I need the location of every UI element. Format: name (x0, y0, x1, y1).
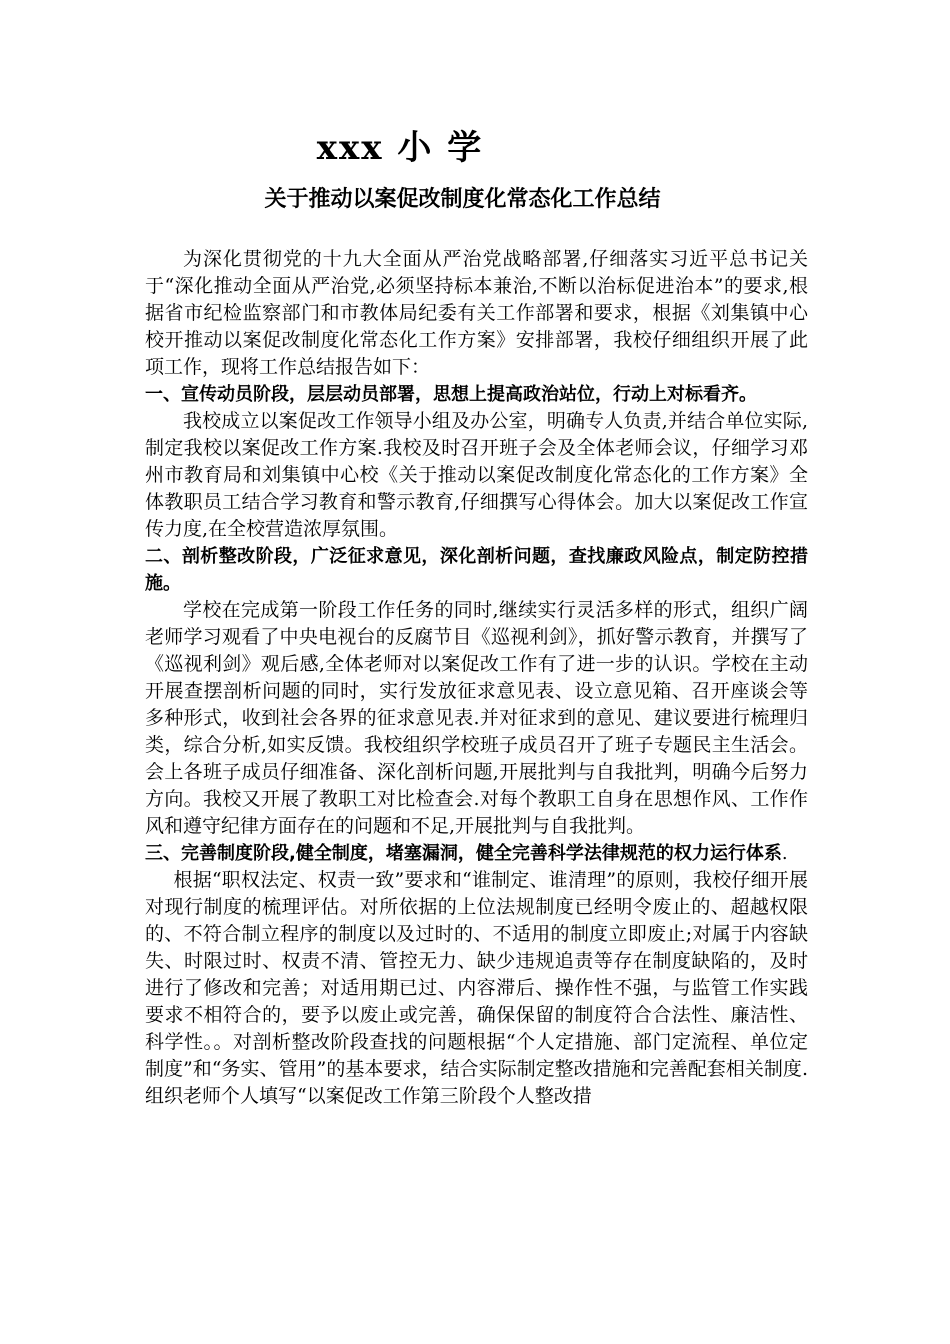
document-title: 关于推动以案促改制度化常态化工作总结 (264, 187, 661, 212)
section-1-heading: 一、宣传动员阶段，层层动员部署，思想上提高政治站位，行动上对标看齐。 (145, 384, 757, 405)
section-3-paragraph: 根据“职权法定、权责一致”要求和“谁制定、谁清理”的原则，我校仔细开展对现行制度的梳理评估。对所依据的上位法规制度已经明令废止的、超越权限的、不符合制立程序的制度以及过时的、不适用的制度立即废止;对属于内容缺失、时限过时、权责不清、管控无力、缺少违规追责等存在制度缺陷的，及时进行了修改和完善；对适用期已过、内容滞后、操作性不强，与监管工作实践要求不相符合的，要予以废止或完善，确保保留的制度符合合法性、廉洁性、科学性。。对剖析整改阶段查找的问题根据“个人定措施、部门定流程、单位定制度”和“务实、管用”的基本要求，结合实际制定整改措施和完善配套相关制度.组织老师个人填写“以案促改工作第三阶段个人整改措 (145, 869, 808, 1107)
section-3-heading-text: 三、完善制度阶段,健全制度，堵塞漏洞，健全完善科学法律规范的权力运行体系 (145, 843, 782, 864)
school-title: xxx 小 学 (316, 128, 484, 168)
section-3-heading-tail: . (781, 843, 788, 864)
section-1-paragraph: 我校成立以案促改工作领导小组及办公室，明确专人负责,并结合单位实际,制定我校以案促改工作方案.我校及时召开班子会及全体老师会议，仔细学习邓州市教育局和刘集镇中心校《关于推动以案促改制度化常态化的工作方案》全体教职员工结合学习教育和警示教育,仔细撰写心得体会。加大以案促改工作宣传力度,在全校营造浓厚氛围。 (145, 410, 808, 540)
document-body (145, 246, 808, 1110)
section-3-heading (145, 840, 808, 867)
intro-paragraph: 为深化贯彻党的十九大全面从严治党战略部署,仔细落实习近平总书记关于“深化推动全面从严治党,必须坚持标本兼治,不断以治标促进治本”的要求,根据省市纪检监察部门和市教体局纪委有关工作部署和要求，根据《刘集镇中心校开推动以案促改制度化常态化工作方案》安排部署，我校仔细组织开展了此项工作，现将工作总结报告如下： (145, 248, 808, 378)
section-2-heading: 二、剖析整改阶段，广泛征求意见，深化剖析问题，查找廉政风险点，制定防控措施。 (145, 546, 808, 594)
section-2-paragraph: 学校在完成第一阶段工作任务的同时,继续实行灵活多样的形式，组织广阔老师学习观看了中央电视台的反腐节目《巡视利剑》，抓好警示教育，并撰写了《巡视利剑》观后感,全体老师对以案促改工作有了进一步的认识。学校在主动开展查摆剖析问题的同时，实行发放征求意见表、设立意见箱、召开座谈会等多种形式，收到社会各界的征求意见表.并对征求到的意见、建议要进行梳理归类，综合分析,如实反馈。我校组织学校班子成员召开了班子专题民主生活会。会上各班子成员仔细准备、深化剖析问题,开展批判与自我批判，明确今后努力方向。我校又开展了教职工对比检查会.对每个教职工自身在思想作风、工作作风和遵守纪律方面存在的问题和不足,开展批判与自我批判。 (145, 599, 808, 837)
